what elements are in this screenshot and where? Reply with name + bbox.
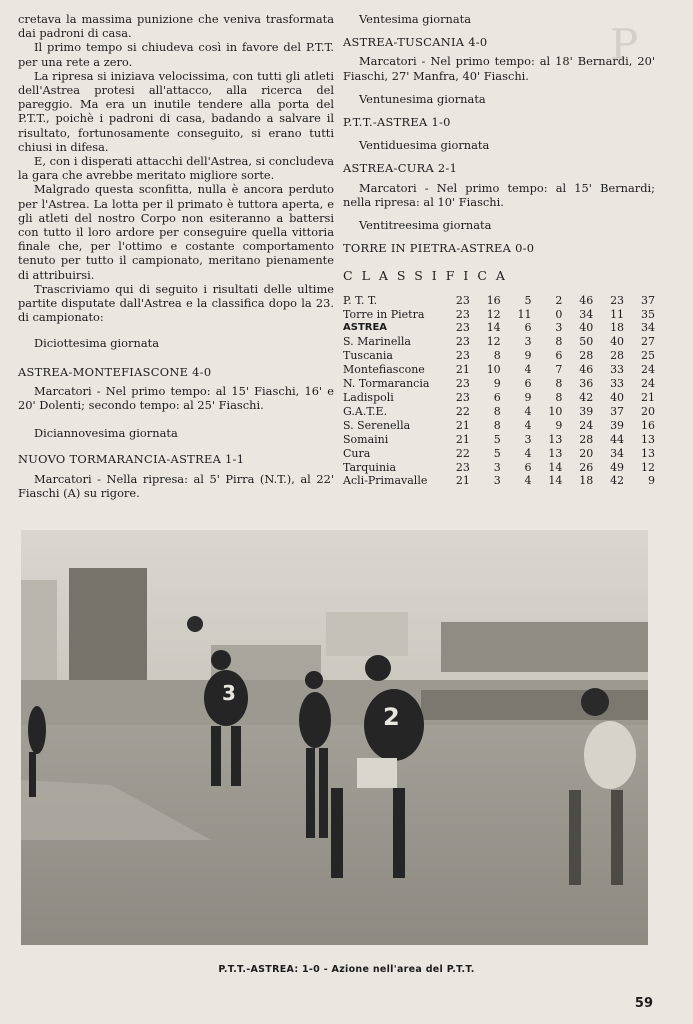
standings-row [343,349,655,363]
stat-cell: 6 [524,377,532,391]
stat-cell: 8 [555,377,563,391]
team-name: Acli-Primavalle [343,474,428,488]
team-name: Ladispoli [343,390,394,404]
scorers: Marcatori - Nel primo tempo: al 15' Fiaschi, 16' e 20' Dolenti; secondo tempo: al 25' Fiaschi. [18,383,334,413]
match-title: ASTREA-MONTEFIASCONE 4-0 [18,364,212,379]
stat-cell: 23 [455,377,470,391]
scorers: Marcatori - Nel primo tempo: al 18' Bernardi, 20' Fiaschi, 27' Manfra, 40' Fiaschi. [343,54,655,83]
stat-cell: 5 [524,293,532,307]
paragraph: Malgrado questa sconfitta, nulla è ancora perduto per l'Astrea. La lotta per il primato è tuttora aperta, e gli atleti del nostro Corpo non esiteranno a battersi con tutto il loro ardore per conseguire quella vittoria finale che, per l'ottimo e costante comportamento tenuto per tutto il campionato, meritano pienamente di attribuirsi. [18,182,334,282]
standings-body [343,294,655,489]
stat-cell: 9 [648,474,655,488]
match-title: TORRE IN PIETRA-ASTREA 0-0 [343,241,535,256]
stat-cell: 34 [579,307,594,321]
stat-cell: 10 [548,404,563,418]
stat-cell: 13 [641,432,655,446]
match-title: ASTREA-CURA 2-1 [343,161,458,176]
stat-cell: 27 [641,335,655,349]
stat-cell: 13 [548,446,563,460]
stat-cell: 35 [641,307,655,321]
stat-cell: 23 [455,321,470,335]
stat-cell: 14 [548,474,563,488]
team-name: ASTREA [343,322,388,334]
player-shorts [357,758,397,788]
stat-cell: 4 [524,404,532,418]
stat-cell: 13 [641,446,655,460]
stat-cell: 6 [524,460,532,474]
stat-cell: 28 [579,432,594,446]
crowd [421,690,648,720]
stat-cell: 3 [493,460,501,474]
photo-caption: P.T.T.-ASTREA: 1-0 - Azione nell'area del P.T.T. [218,964,475,975]
stat-cell: 9 [555,418,563,432]
stat-cell: 16 [641,418,655,432]
stat-cell: 8 [555,390,563,404]
page-number: 59 [634,996,653,1011]
player-torso [299,692,331,748]
stat-cell: 21 [455,363,470,377]
stat-cell: 2 [555,293,563,307]
match-title: P.T.T.-ASTREA 1-0 [343,115,451,130]
stat-cell: 11 [517,307,532,321]
stat-cell: 39 [579,404,594,418]
stat-cell: 23 [455,335,470,349]
stat-cell: 23 [455,307,470,321]
team-name: Tarquinia [343,460,397,474]
round-label: Ventiduesima giornata [359,138,490,153]
stat-cell: 3 [524,335,532,349]
stat-cell: 23 [455,390,470,404]
team-name: P. T. T. [343,293,378,307]
shirt-number: 3 [222,681,236,705]
ball [187,616,203,632]
scorers: Marcatori - Nel primo tempo: al 15' Bernardi; nella ripresa: al 10' Fiaschi. [343,180,655,209]
match-title: ASTREA-TUSCANIA 4-0 [343,35,488,50]
stat-cell: 46 [579,293,594,307]
paragraph: Il primo tempo si chiudeva così in favore del P.T.T. per una rete a zero. [18,40,334,69]
stat-cell: 42 [579,390,594,404]
stat-cell: 3 [493,474,501,488]
bleed-through-text: P [610,20,639,69]
stat-cell: 42 [610,474,625,488]
stat-cell: 39 [610,418,625,432]
stat-cell: 46 [579,363,594,377]
stat-cell: 24 [641,363,655,377]
standings-row [343,419,655,433]
stat-cell: 10 [486,363,501,377]
stat-cell: 12 [486,307,501,321]
stat-cell: 9 [493,377,501,391]
stat-cell: 0 [555,307,563,321]
stat-cell: 4 [524,418,532,432]
stat-cell: 36 [579,377,594,391]
player-leg [211,726,221,786]
team-name: Montefiascone [343,363,425,377]
team-name: S. Marinella [343,335,411,349]
shirt-number: 2 [383,703,400,731]
stat-cell: 21 [455,474,470,488]
stat-cell: 40 [610,335,625,349]
stat-cell: 7 [555,363,563,377]
round-label: Ventunesima giornata [359,91,486,106]
match-photo-illustration [21,530,648,945]
paragraph: Trascriviamo qui di seguito i risultati delle ultime partite disputate dall'Astrea e la classifica dopo la 23. di campionato: [18,281,334,325]
stat-cell: 12 [641,460,655,474]
standings-row [343,363,655,377]
stat-cell: 37 [641,293,655,307]
stat-cell: 4 [524,363,532,377]
stat-cell: 23 [455,293,470,307]
stat-cell: 5 [493,446,501,460]
standings-row [343,321,655,335]
stat-cell: 12 [486,335,501,349]
stat-cell: 11 [610,307,625,321]
team-name: S. Serenella [343,418,411,432]
stat-cell: 22 [455,446,470,460]
stat-cell: 5 [493,432,501,446]
round-label: Diciottesima giornata [34,336,159,351]
stat-cell: 3 [524,432,532,446]
stat-cell: 6 [555,349,563,363]
player-leg [569,790,581,885]
standings-row [343,474,655,488]
stat-cell: 24 [641,377,655,391]
stat-cell: 18 [610,321,625,335]
stat-cell: 8 [493,418,501,432]
building [69,568,147,680]
player-head [581,688,609,716]
paragraph: cretava la massima punizione che veniva trasformata dai padroni di casa. [18,12,334,41]
stat-cell: 26 [579,460,594,474]
player-leg [611,790,623,885]
team-name: Somaini [343,432,389,446]
stat-cell: 4 [524,446,532,460]
scorers: Marcatori - Nella ripresa: al 5' Pirra (N.T.), al 22' Fiaschi (A) su rigore. [18,471,334,500]
player-leg [319,748,328,838]
round-label: Ventitreesima giornata [359,218,492,233]
stat-cell: 14 [486,321,501,335]
standings-table [343,294,655,489]
player-head [211,650,231,670]
stat-cell: 13 [548,432,563,446]
stat-cell: 21 [455,432,470,446]
team-name: G.A.T.E. [343,404,388,418]
standings-row [343,447,655,461]
right-column [343,12,655,488]
stat-cell: 34 [610,446,625,460]
stat-cell: 22 [455,404,470,418]
player-torso [28,706,46,754]
stat-cell: 23 [610,293,625,307]
stat-cell: 8 [555,335,563,349]
stat-cell: 20 [579,446,594,460]
round-label: Diciannovesima giornata [34,426,178,441]
stat-cell: 25 [641,349,655,363]
match-title: NUOVO TORMARANCIA-ASTREA 1-1 [18,452,245,467]
stat-cell: 16 [486,293,501,307]
player-torso [584,721,636,789]
team-name: Cura [343,446,371,460]
player-leg [29,752,36,797]
paragraph: La ripresa si iniziava velocissima, con tutti gli atleti dell'Astrea protesi all'attacco, alla ricerca del pareggio. Ma era un inutile tendere alla porta del P.T.T., poichè i padroni di casa, badando a salvare il risultato, fortunosamente conseguito, si erano tutti chiusi in difesa. [18,68,334,154]
player-leg [231,726,241,786]
stat-cell: 40 [610,390,625,404]
standings-row [343,461,655,475]
team-name: Tuscania [343,349,393,363]
player-head [305,671,323,689]
stat-cell: 21 [641,390,655,404]
team-name: N. Tormarancia [343,377,430,391]
player-leg [306,748,315,838]
team-name: Torre in Pietra [343,307,425,321]
stat-cell: 21 [455,418,470,432]
stat-cell: 34 [641,321,655,335]
match-photo [21,530,648,945]
trees [441,622,648,672]
stat-cell: 6 [493,390,501,404]
standings-row [343,377,655,391]
stat-cell: 50 [579,335,594,349]
stat-cell: 20 [641,404,655,418]
stat-cell: 18 [579,474,594,488]
stat-cell: 9 [524,349,532,363]
stat-cell: 44 [610,432,625,446]
standings-row [343,405,655,419]
stat-cell: 40 [579,321,594,335]
stat-cell: 24 [579,418,594,432]
stat-cell: 6 [524,321,532,335]
stat-cell: 8 [493,404,501,418]
standings-row [343,391,655,405]
stat-cell: 4 [524,474,532,488]
standings-row [343,433,655,447]
stat-cell: 28 [579,349,594,363]
stat-cell: 23 [455,349,470,363]
standings-title: CLASSIFICA [343,268,514,284]
stat-cell: 14 [548,460,563,474]
player-leg [331,788,343,878]
stat-cell: 8 [493,349,501,363]
paragraph: E, con i disperati attacchi dell'Astrea, si concludeva la gara che avrebbe meritato migliore sorte. [18,154,334,183]
standings-row [343,308,655,322]
stat-cell: 28 [610,349,625,363]
stat-cell: 37 [610,404,625,418]
stat-cell: 3 [555,321,563,335]
stat-cell: 23 [455,460,470,474]
building [326,612,408,656]
round-label: Ventesima giornata [359,12,472,26]
stat-cell: 49 [610,460,625,474]
stat-cell: 33 [610,377,625,391]
stat-cell: 9 [524,390,532,404]
player-leg [393,788,405,878]
player-head [365,655,391,681]
building [21,580,57,680]
standings-row [343,335,655,349]
left-column [18,12,334,500]
stat-cell: 33 [610,363,625,377]
standings-row [343,294,655,308]
